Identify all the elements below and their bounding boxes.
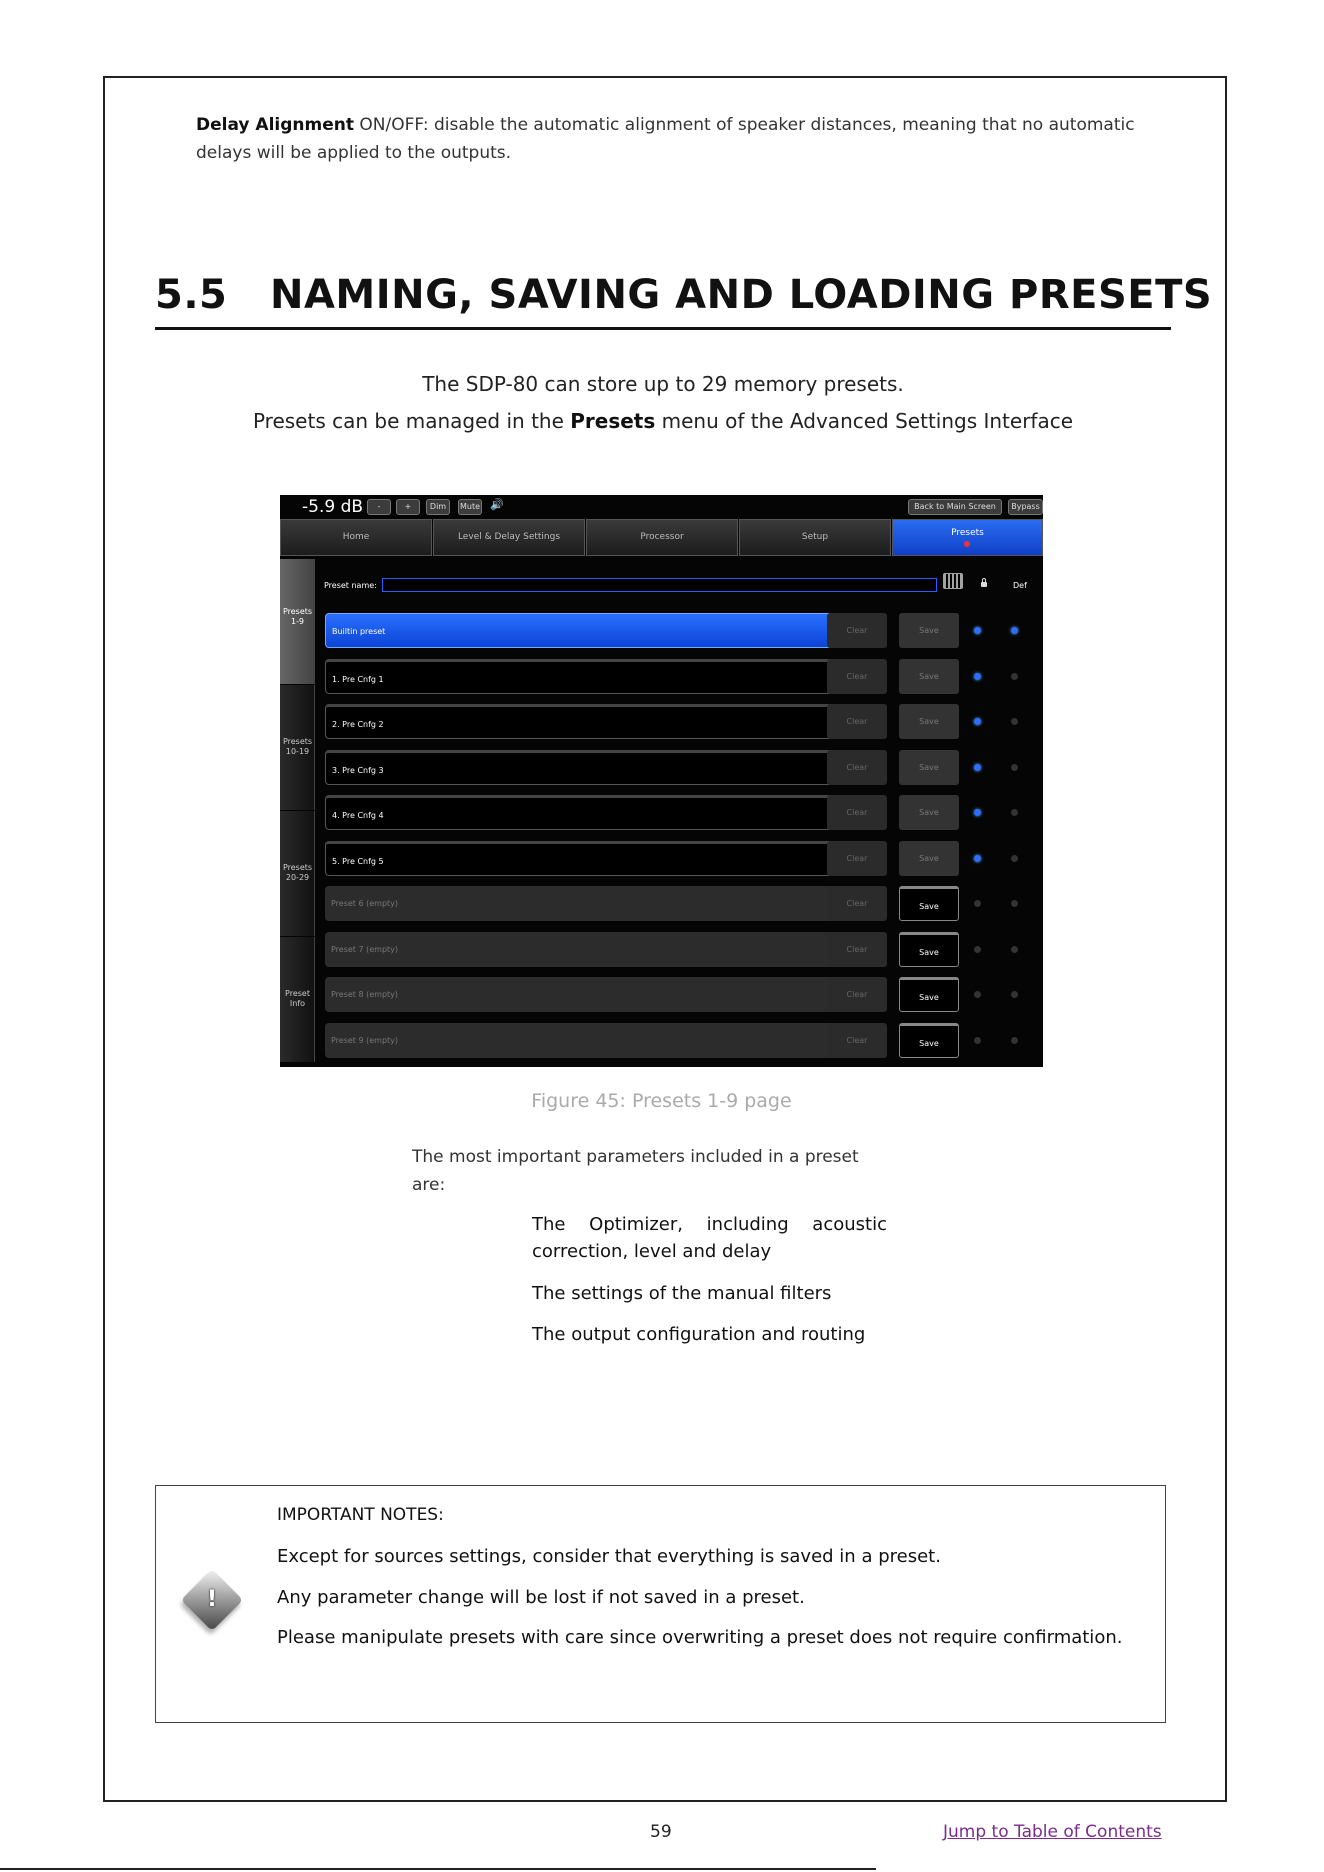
page-number: 59	[650, 1822, 672, 1842]
keyboard-icon[interactable]	[943, 573, 963, 589]
lock-indicator-icon[interactable]	[974, 946, 981, 953]
intro-text: ON/OFF: disable the automatic alignment of speaker distances, meaning that no automatic delays will be applied to the outputs.	[196, 115, 1135, 163]
preset-name-field[interactable]: 5. Pre Cnfg 5	[325, 841, 851, 876]
default-indicator-icon[interactable]	[1011, 900, 1018, 907]
toc-link[interactable]: Jump to Table of Contents	[943, 1822, 1162, 1842]
lead-line-2-post: menu of the Advanced Settings Interface	[655, 409, 1074, 433]
preset-name-field[interactable]: 2. Pre Cnfg 2	[325, 704, 851, 739]
bottom-divider	[0, 1868, 876, 1870]
preset-row	[280, 795, 1043, 832]
tab-label: Home	[342, 532, 370, 542]
default-label: Def	[1013, 581, 1027, 590]
bullet-item: The output configuration and routing	[532, 1324, 866, 1345]
lead-line-1: The SDP-80 can store up to 29 memory presets.	[422, 372, 904, 396]
tab-0[interactable]	[280, 519, 432, 556]
side-tab-label: Presets 20-29	[282, 863, 313, 882]
save-button[interactable]: Save	[899, 659, 959, 694]
preset-name-field[interactable]: Preset 8 (empty)	[325, 977, 851, 1012]
save-button[interactable]: Save	[899, 795, 959, 830]
default-indicator-icon[interactable]	[1011, 991, 1018, 998]
lock-indicator-icon[interactable]	[974, 718, 981, 725]
default-indicator-icon[interactable]	[1011, 809, 1018, 816]
lock-indicator-icon[interactable]	[974, 627, 981, 634]
save-button[interactable]: Save	[899, 932, 959, 967]
section-divider	[155, 327, 1171, 330]
figure-caption: Figure 45: Presets 1-9 page	[531, 1090, 792, 1112]
volume-down-button[interactable]: -	[367, 499, 391, 515]
lock-indicator-icon[interactable]	[974, 1037, 981, 1044]
preset-row	[280, 659, 1043, 696]
save-button[interactable]: Save	[899, 886, 959, 921]
tab-3[interactable]	[739, 519, 891, 556]
tab-label: Setup	[801, 532, 829, 542]
bypass-button[interactable]: Bypass	[1008, 499, 1043, 515]
save-button[interactable]: Save	[899, 841, 959, 876]
lead-line-2	[155, 409, 1171, 433]
clear-button[interactable]: Clear	[827, 932, 887, 967]
lock-indicator-icon[interactable]	[974, 764, 981, 771]
clear-button[interactable]: Clear	[827, 795, 887, 830]
preset-row	[280, 613, 1043, 650]
preset-row	[280, 886, 1043, 923]
save-button[interactable]: Save	[899, 704, 959, 739]
warning-icon	[181, 1569, 243, 1631]
default-indicator-icon[interactable]	[1011, 764, 1018, 771]
tab-1[interactable]	[433, 519, 585, 556]
clear-button[interactable]: Clear	[827, 659, 887, 694]
tab-4[interactable]	[892, 519, 1043, 556]
main-tabs	[280, 519, 1043, 556]
preset-name-field[interactable]: Preset 6 (empty)	[325, 886, 851, 921]
important-notes-box	[155, 1485, 1166, 1723]
lock-indicator-icon[interactable]	[974, 809, 981, 816]
section-heading	[155, 272, 1213, 318]
preset-row	[280, 1023, 1043, 1060]
body-paragraph: The most important parameters included in a preset are:	[412, 1147, 859, 1195]
note-line: Please manipulate presets with care since overwriting a preset does not require confirmation.	[277, 1627, 1123, 1648]
clear-button[interactable]: Clear	[827, 841, 887, 876]
lock-indicator-icon[interactable]	[974, 900, 981, 907]
clear-button[interactable]: Clear	[827, 977, 887, 1012]
default-indicator-icon[interactable]	[1011, 627, 1018, 634]
preset-name-field[interactable]: 4. Pre Cnfg 4	[325, 795, 851, 830]
bullet-item: The settings of the manual filters	[532, 1283, 832, 1304]
lead-line-2-pre: Presets can be managed in the	[252, 409, 571, 433]
lock-indicator-icon[interactable]	[974, 855, 981, 862]
default-indicator-icon[interactable]	[1011, 673, 1018, 680]
note-line: Except for sources settings, consider that everything is saved in a preset.	[277, 1546, 941, 1567]
preset-name-field[interactable]: Builtin preset	[325, 613, 851, 648]
speaker-icon: 🔊	[490, 498, 504, 511]
default-indicator-icon[interactable]	[1011, 855, 1018, 862]
volume-readout: -5.9 dB	[302, 497, 364, 517]
preset-row	[280, 977, 1043, 1014]
tab-label: Processor	[640, 532, 684, 542]
bullet-item: The Optimizer, including acoustic correction, level and delay	[532, 1214, 887, 1262]
presets-screenshot	[280, 495, 1043, 1067]
clear-button[interactable]: Clear	[827, 613, 887, 648]
save-button[interactable]: Save	[899, 977, 959, 1012]
clear-button[interactable]: Clear	[827, 886, 887, 921]
side-tab-label: Presets 1-9	[282, 607, 313, 626]
notes-heading: IMPORTANT NOTES:	[277, 1505, 444, 1525]
preset-name-input[interactable]	[382, 578, 937, 592]
clear-button[interactable]: Clear	[827, 1023, 887, 1058]
side-tab-label: Preset Info	[285, 989, 310, 1008]
preset-name-field[interactable]: 3. Pre Cnfg 3	[325, 750, 851, 785]
tab-2[interactable]	[586, 519, 738, 556]
save-button[interactable]: Save	[899, 1023, 959, 1058]
note-line: Any parameter change will be lost if not saved in a preset.	[277, 1587, 805, 1608]
preset-row	[280, 704, 1043, 741]
preset-name-field[interactable]: 1. Pre Cnfg 1	[325, 659, 851, 694]
default-indicator-icon[interactable]	[1011, 718, 1018, 725]
dim-button[interactable]: Dim	[426, 499, 450, 515]
preset-name-field[interactable]: Preset 7 (empty)	[325, 932, 851, 967]
tab-label: Level & Delay Settings	[457, 532, 561, 542]
preset-name-label: Preset name:	[324, 581, 377, 590]
lock-indicator-icon[interactable]	[974, 673, 981, 680]
clear-button[interactable]: Clear	[827, 704, 887, 739]
save-button[interactable]: Save	[899, 613, 959, 648]
volume-up-button[interactable]: +	[396, 499, 420, 515]
tab-label: Presets	[951, 528, 984, 538]
save-button[interactable]: Save	[899, 750, 959, 785]
default-indicator-icon[interactable]	[1011, 946, 1018, 953]
intro-paragraph	[196, 111, 1181, 167]
clear-button[interactable]: Clear	[827, 750, 887, 785]
intro-term: Delay Alignment	[196, 115, 354, 135]
active-indicator-icon	[964, 541, 970, 547]
lock-indicator-icon[interactable]	[974, 991, 981, 998]
lead-line-2-bold: Presets	[570, 409, 656, 433]
preset-row	[280, 932, 1043, 969]
section-title: NAMING, SAVING AND LOADING PRESETS	[270, 272, 1213, 318]
section-number: 5.5	[155, 272, 228, 318]
lock-icon	[981, 582, 987, 587]
top-bar	[280, 495, 1043, 519]
side-tab-label: Presets 10-19	[282, 737, 313, 756]
back-to-main-button[interactable]: Back to Main Screen	[908, 499, 1002, 515]
preset-row	[280, 841, 1043, 878]
warning-glyph: !	[206, 1587, 218, 1612]
preset-row	[280, 750, 1043, 787]
preset-name-field[interactable]: Preset 9 (empty)	[325, 1023, 851, 1058]
default-indicator-icon[interactable]	[1011, 1037, 1018, 1044]
mute-button[interactable]: Mute	[458, 499, 482, 515]
